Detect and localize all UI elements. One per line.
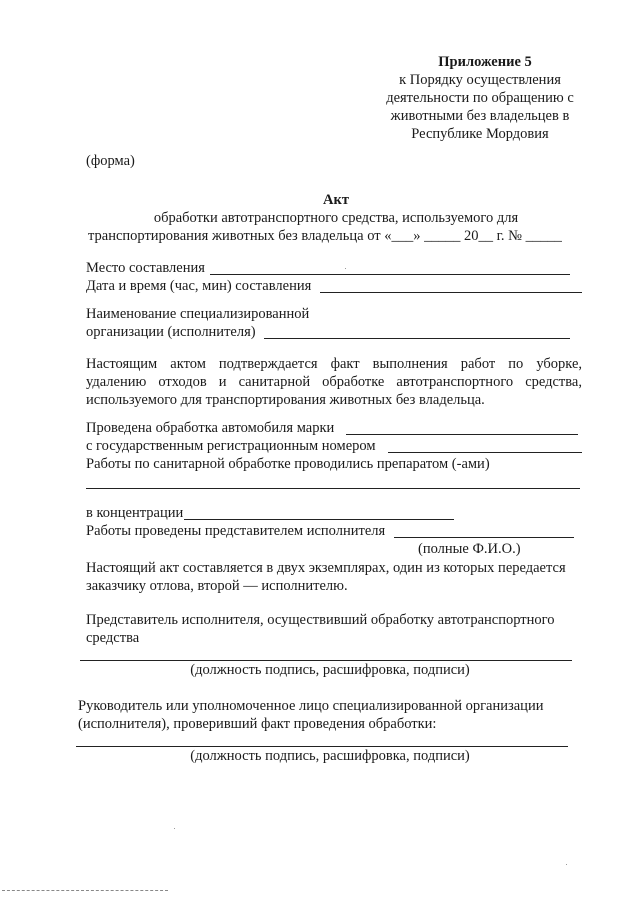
concentration-label: в концентрации [86,505,184,521]
head-text: Руководитель или уполномоченное лицо специализированной организации [78,698,544,714]
representative-text: Представитель исполнителя, осуществивший обработку автотранспортного [86,612,555,628]
org-label: Наименование специализированной [86,306,310,322]
confirm-text: Настоящим актом подтверждается факт выполнения работ по уборке, [86,356,582,372]
regnum-label: с государственным регистрационным номером [86,438,376,454]
performer-label: Работы проведены представителем исполнителя [86,523,386,539]
appendix-line: деятельности по обращению с [386,90,574,106]
representative-signature-field[interactable] [80,660,572,661]
head-signature-field[interactable] [76,746,568,747]
act-title: Акт [323,192,349,208]
scan-edge-line [2,890,168,891]
confirm-text: используемого для транспортирования животных без владельца. [86,392,485,408]
place-field[interactable] [210,274,570,275]
form-label: (форма) [86,153,135,169]
scan-dot [345,268,346,269]
confirm-text: удалению отходов и санитарной обработке автотранспортного средства, [86,374,582,390]
org-field[interactable] [264,338,570,339]
head-text: (исполнителя), проверивший факт проведения обработки: [78,716,437,732]
appendix-line: животными без владельцев в [390,108,570,124]
org-label: организации (исполнителя) [86,324,256,340]
representative-caption: (должность подпись, расшифровка, подписи) [190,662,470,678]
scan-dot [174,828,175,829]
appendix-line: Республике Мордовия [411,126,549,142]
copies-text: Настоящий акт составляется в двух экземплярах, один из которых передается [86,560,566,576]
place-label: Место составления [86,260,205,276]
head-caption: (должность подпись, расшифровка, подписи) [190,748,470,764]
datetime-field[interactable] [320,292,582,293]
act-subtitle-date: транспортирования животных без владельца от «___» _____ 20__ г. № _____ [88,228,562,244]
brand-field[interactable] [346,434,578,435]
fio-caption: (полные Ф.И.О.) [418,541,521,557]
brand-label: Проведена обработка автомобиля марки [86,420,335,436]
concentration-field[interactable] [184,519,454,520]
act-subtitle: обработки автотранспортного средства, используемого для [153,210,519,226]
scan-dot [566,864,567,865]
regnum-field[interactable] [388,452,582,453]
appendix-line: к Порядку осуществления [399,72,561,88]
representative-text: средства [86,630,140,646]
preparation-label: Работы по санитарной обработке проводились препаратом (-ами) [86,456,490,472]
datetime-label: Дата и время (час, мин) составления [86,278,312,294]
performer-field[interactable] [394,537,574,538]
preparation-field[interactable] [86,488,580,489]
appendix-title: Приложение 5 [438,54,532,70]
copies-text: заказчику отлова, второй — исполнителю. [86,578,348,594]
